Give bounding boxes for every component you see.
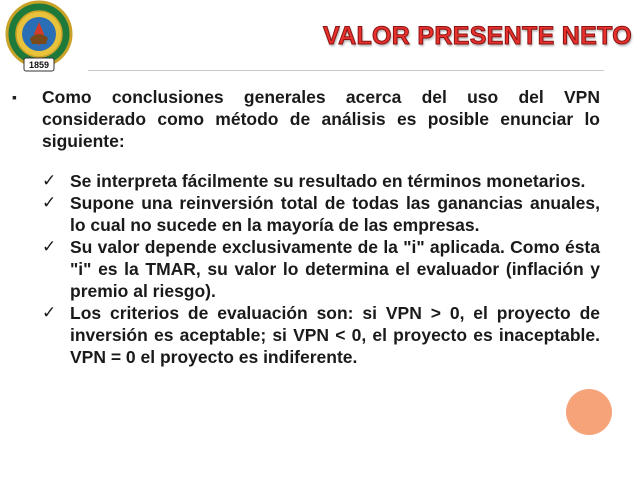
list-item	[42, 192, 600, 236]
list-item-text: Supone una reinversión total de todas las ganancias anuales, lo cual no sucede en la mayoría de las empresas.	[70, 193, 600, 235]
checkmark-icon: ✓	[42, 193, 57, 212]
decorative-dot	[566, 389, 612, 435]
list-item	[42, 302, 600, 368]
university-seal-icon	[2, 0, 76, 78]
square-bullet-icon: ▪	[12, 89, 17, 105]
checkmark-icon: ✓	[42, 237, 57, 256]
list-item-text: Su valor depende exclusivamente de la "i" aplicada. Como ésta "i" es la TMAR, su valor lo determina el evaluador (inflación y premio al riesgo).	[70, 237, 600, 301]
list-item	[42, 236, 600, 302]
intro-text: Como conclusiones generales acerca del uso del VPN considerado como método de análisis es posible enunciar lo siguiente:	[42, 87, 600, 151]
logo-year: 1859	[28, 60, 50, 70]
checkmark-icon: ✓	[42, 303, 57, 322]
intro-paragraph	[12, 86, 600, 152]
list-item-text: Los criterios de evaluación son: si VPN > 0, el proyecto de inversión es aceptable; si VPN < 0, el proyecto es inaceptable. VPN = 0 el proyecto es indiferente.	[70, 303, 600, 367]
checkmark-icon: ✓	[42, 171, 57, 190]
divider	[88, 70, 604, 71]
conclusions-list	[0, 170, 638, 368]
list-item-text: Se interpreta fácilmente su resultado en términos monetarios.	[70, 171, 586, 191]
list-item	[42, 170, 600, 192]
slide-content	[0, 86, 638, 368]
slide-title: VALOR PRESENTE NETO	[323, 22, 632, 50]
